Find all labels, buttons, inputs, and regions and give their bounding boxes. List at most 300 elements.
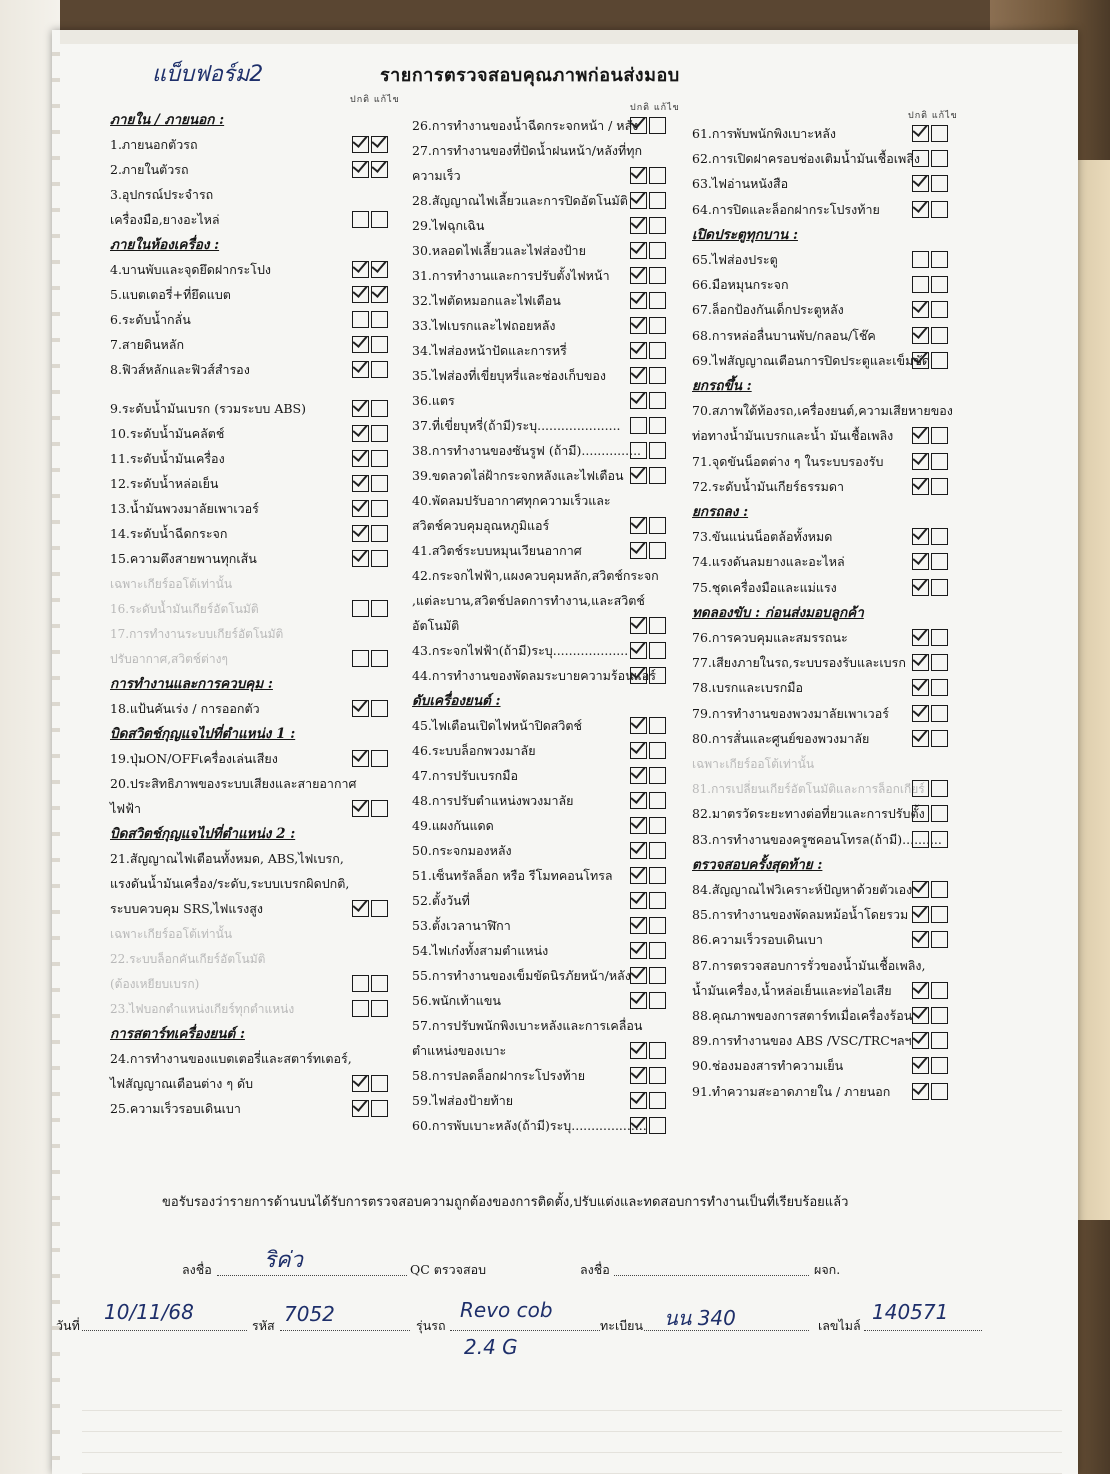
- checkbox-fixed[interactable]: [931, 528, 948, 545]
- col1-item-label: 1.ภายนอกตัวรถ: [110, 137, 198, 152]
- checkbox-normal[interactable]: [912, 579, 929, 596]
- col3-checkbox-pair: [912, 629, 950, 647]
- checkbox-fixed[interactable]: [931, 125, 948, 142]
- col2-checkbox-pair: [630, 342, 668, 360]
- checkbox-normal[interactable]: [912, 679, 929, 696]
- checkbox-fixed[interactable]: [371, 211, 388, 228]
- checkbox-normal[interactable]: [630, 867, 647, 884]
- col3-item-label: 69.ไฟสัญญาณเตือนการปิดประตูและเข็มขัด: [692, 352, 930, 368]
- model-sub-value: 2.4 G: [464, 1335, 518, 1359]
- checkbox-normal[interactable]: [352, 161, 369, 178]
- checkbox-fixed[interactable]: [371, 900, 388, 917]
- signature-1-handwriting: ริค่ว: [264, 1248, 303, 1273]
- col2-checkbox-pair: [630, 842, 668, 860]
- col1-checkbox-pair: [352, 525, 390, 543]
- checkbox-normal[interactable]: [352, 975, 369, 992]
- checkbox-fixed[interactable]: [371, 400, 388, 417]
- checkbox-normal[interactable]: [912, 629, 929, 646]
- checkbox-fixed[interactable]: [371, 650, 388, 667]
- col3-checkbox-pair: [912, 125, 950, 143]
- col1-checkbox-pair: [352, 975, 390, 993]
- col3-checkbox-pair: [912, 906, 950, 924]
- checkbox-fixed[interactable]: [931, 654, 948, 671]
- col2-item-label: 42.กระจกไฟฟ้า,แผงควบคุมหลัก,สวิตช์กระจก: [412, 568, 659, 583]
- col2-item-label: 32.ไฟตัดหมอกและไฟเตือน: [412, 293, 561, 308]
- checkbox-fixed[interactable]: [649, 867, 666, 884]
- col3-item-label: 88.คุณภาพของการสตาร์ทเมื่อเครื่องร้อน: [692, 1008, 913, 1023]
- checkbox-normal[interactable]: [352, 550, 369, 567]
- checkbox-normal[interactable]: [912, 553, 929, 570]
- checkbox-normal[interactable]: [630, 517, 647, 534]
- col1-item-label: ไฟฟ้า: [110, 800, 142, 816]
- col2-item-label: 60.การพับเบาะหลัง(ถ้ามี)ระบุ...................: [412, 1118, 647, 1133]
- checkbox-normal[interactable]: [912, 276, 929, 293]
- checkbox-normal[interactable]: [352, 136, 369, 153]
- checkbox-fixed[interactable]: [649, 317, 666, 334]
- checkbox-normal[interactable]: [630, 242, 647, 259]
- column-header-3: ปกติ แก้ไข: [908, 111, 958, 121]
- checkbox-normal[interactable]: [630, 717, 647, 734]
- col3-checkbox-pair: [912, 730, 950, 748]
- checkbox-fixed[interactable]: [931, 251, 948, 268]
- checkbox-normal[interactable]: [630, 417, 647, 434]
- checkbox-normal[interactable]: [912, 453, 929, 470]
- checkbox-fixed[interactable]: [371, 550, 388, 567]
- col1-checkbox-pair: [352, 400, 390, 418]
- col3-section-heading: เปิดประตูทุกบาน :: [692, 226, 798, 243]
- checkbox-fixed[interactable]: [931, 579, 948, 596]
- checkbox-fixed[interactable]: [649, 767, 666, 784]
- checkbox-fixed[interactable]: [371, 286, 388, 303]
- checkbox-normal[interactable]: [352, 600, 369, 617]
- checkbox-fixed[interactable]: [371, 800, 388, 817]
- checkbox-fixed[interactable]: [931, 327, 948, 344]
- checkbox-normal[interactable]: [630, 617, 647, 634]
- checkbox-fixed[interactable]: [371, 261, 388, 278]
- checkbox-fixed[interactable]: [649, 217, 666, 234]
- checkbox-normal[interactable]: [352, 450, 369, 467]
- col1-item-label: เฉพาะเกียร์ออโต้เท่านั้น: [110, 576, 233, 591]
- checkbox-normal[interactable]: [630, 392, 647, 409]
- code-line[interactable]: [280, 1330, 410, 1331]
- checkbox-normal[interactable]: [912, 730, 929, 747]
- checkbox-normal[interactable]: [352, 800, 369, 817]
- checkbox-fixed[interactable]: [371, 336, 388, 353]
- col3-checkbox-pair: [912, 150, 950, 168]
- checkbox-normal[interactable]: [912, 201, 929, 218]
- checkbox-normal[interactable]: [352, 475, 369, 492]
- checkbox-normal[interactable]: [912, 478, 929, 495]
- col3-checkbox-pair: [912, 982, 950, 1000]
- checkbox-fixed[interactable]: [371, 136, 388, 153]
- checkbox-fixed[interactable]: [649, 442, 666, 459]
- col2-item-label: 52.ตั้งวันที่: [412, 893, 470, 908]
- col2-checkbox-pair: [630, 467, 668, 485]
- col3-checkbox-pair: [912, 881, 950, 899]
- checkbox-fixed[interactable]: [931, 150, 948, 167]
- col3-item-label: 81.การเปลี่ยนเกียร์อัตโนมัติและการล็อกเกียร์: [692, 782, 925, 797]
- checkbox-fixed[interactable]: [649, 467, 666, 484]
- col2-checkbox-pair: [630, 992, 668, 1010]
- checkbox-fixed[interactable]: [931, 301, 948, 318]
- checkbox-normal[interactable]: [352, 425, 369, 442]
- checkbox-normal[interactable]: [352, 650, 369, 667]
- checkbox-normal[interactable]: [630, 292, 647, 309]
- checkbox-fixed[interactable]: [649, 617, 666, 634]
- col1-item-label: 10.ระดับน้ำมันคลัตช์: [110, 425, 225, 441]
- checkbox-fixed[interactable]: [649, 267, 666, 284]
- checkbox-fixed[interactable]: [649, 417, 666, 434]
- checkbox-fixed[interactable]: [371, 1100, 388, 1117]
- checkbox-fixed[interactable]: [371, 425, 388, 442]
- checkbox-fixed[interactable]: [371, 311, 388, 328]
- checkbox-fixed[interactable]: [931, 276, 948, 293]
- col2-item-label: 55.การทำงานของเข็มขัดนิรภัยหน้า/หลัง: [412, 968, 631, 983]
- checkbox-normal[interactable]: [630, 642, 647, 659]
- col2-checkbox-pair: [630, 542, 668, 560]
- col1-checkbox-pair: [352, 136, 390, 154]
- checkbox-normal[interactable]: [352, 361, 369, 378]
- col3-item-label: 75.ชุดเครื่องมือและแม่แรง: [692, 579, 837, 595]
- col3-checkbox-pair: [912, 276, 950, 294]
- col2-item-label: ตำแหน่งของเบาะ: [412, 1043, 507, 1058]
- checkbox-normal[interactable]: [630, 842, 647, 859]
- col1-checkbox-pair: [352, 161, 390, 179]
- checkbox-normal[interactable]: [630, 192, 647, 209]
- checkbox-normal[interactable]: [352, 261, 369, 278]
- col3-item-label: 74.แรงดันลมยางและอะไหล่: [692, 554, 845, 570]
- col3-checkbox-pair: [912, 553, 950, 571]
- checkbox-fixed[interactable]: [931, 780, 948, 797]
- col3-checkbox-pair: [912, 175, 950, 193]
- checkbox-fixed[interactable]: [371, 525, 388, 542]
- checkbox-normal[interactable]: [352, 500, 369, 517]
- checkbox-normal[interactable]: [630, 892, 647, 909]
- checkbox-normal[interactable]: [630, 342, 647, 359]
- checkbox-normal[interactable]: [630, 967, 647, 984]
- mileage-line[interactable]: [864, 1330, 982, 1331]
- signature-1-line[interactable]: [217, 1275, 407, 1276]
- col2-checkbox-pair: [630, 392, 668, 410]
- checkbox-fixed[interactable]: [649, 117, 666, 134]
- checkbox-fixed[interactable]: [649, 1042, 666, 1059]
- checkbox-fixed[interactable]: [649, 917, 666, 934]
- col2-checkbox-pair: [630, 892, 668, 910]
- date-line[interactable]: [82, 1330, 247, 1331]
- col1-checkbox-pair: [352, 700, 390, 718]
- col1-checkbox-pair: [352, 361, 390, 379]
- col3-checkbox-pair: [912, 1007, 950, 1025]
- col1-item-label: 7.สายดินหลัก: [110, 337, 185, 352]
- checkbox-normal[interactable]: [352, 286, 369, 303]
- checkbox-fixed[interactable]: [649, 817, 666, 834]
- checkbox-normal[interactable]: [630, 992, 647, 1009]
- checkbox-normal[interactable]: [630, 542, 647, 559]
- checkbox-normal[interactable]: [912, 352, 929, 369]
- col1-item-label: 13.น้ำมันพวงมาลัยเพาเวอร์: [110, 500, 259, 516]
- checkbox-fixed[interactable]: [371, 361, 388, 378]
- checkbox-fixed[interactable]: [931, 453, 948, 470]
- checkbox-normal[interactable]: [352, 1075, 369, 1092]
- checkbox-fixed[interactable]: [931, 705, 948, 722]
- checkbox-fixed[interactable]: [931, 1032, 948, 1049]
- checkbox-normal[interactable]: [912, 780, 929, 797]
- checkbox-normal[interactable]: [912, 528, 929, 545]
- checkbox-normal[interactable]: [912, 931, 929, 948]
- col2-checkbox-pair: [630, 617, 668, 635]
- checkbox-normal[interactable]: [352, 700, 369, 717]
- col3-section-heading: ยกรถขึ้น :: [692, 378, 752, 394]
- checkbox-normal[interactable]: [912, 125, 929, 142]
- checkbox-fixed[interactable]: [931, 881, 948, 898]
- checkbox-normal[interactable]: [912, 301, 929, 318]
- checkbox-fixed[interactable]: [649, 667, 666, 684]
- col1-checkbox-pair: [352, 475, 390, 493]
- checkbox-normal[interactable]: [630, 792, 647, 809]
- checkbox-normal[interactable]: [630, 667, 647, 684]
- checkbox-normal[interactable]: [630, 1067, 647, 1084]
- signature-1-label: ลงชื่อ: [182, 1262, 212, 1277]
- col2-checkbox-pair: [630, 517, 668, 535]
- checkbox-fixed[interactable]: [931, 1083, 948, 1100]
- checkbox-fixed[interactable]: [931, 427, 948, 444]
- col1-item-label: 11.ระดับน้ำมันเครื่อง: [110, 450, 225, 466]
- col2-checkbox-pair: [630, 367, 668, 385]
- col2-item-label: 33.ไฟเบรกและไฟถอยหลัง: [412, 318, 556, 333]
- checkbox-fixed[interactable]: [371, 975, 388, 992]
- checkbox-normal[interactable]: [630, 767, 647, 784]
- checkbox-fixed[interactable]: [649, 1067, 666, 1084]
- col1-item-label: 22.ระบบล็อกคันเกียร์อัตโนมัติ: [110, 951, 266, 966]
- checkbox-normal[interactable]: [630, 442, 647, 459]
- checkbox-fixed[interactable]: [371, 600, 388, 617]
- checkbox-fixed[interactable]: [649, 742, 666, 759]
- checkbox-normal[interactable]: [630, 467, 647, 484]
- col3-checkbox-pair: [912, 478, 950, 496]
- checkbox-fixed[interactable]: [649, 992, 666, 1009]
- col1-section-heading: บิดสวิตช์กุญแจไปที่ตำแหน่ง 2 :: [110, 825, 296, 842]
- checkbox-normal[interactable]: [630, 942, 647, 959]
- col3-checkbox-pair: [912, 780, 950, 798]
- checkbox-fixed[interactable]: [649, 642, 666, 659]
- checkbox-normal[interactable]: [912, 427, 929, 444]
- col3-item-label: 71.จุดขันน็อตต่าง ๆ ในระบบรองรับ: [692, 453, 884, 469]
- col3-checkbox-pair: [912, 705, 950, 723]
- checkbox-normal[interactable]: [352, 750, 369, 767]
- signature-2-label: ลงชื่อ: [580, 1262, 610, 1277]
- checkbox-normal[interactable]: [630, 167, 647, 184]
- checkbox-fixed[interactable]: [371, 1000, 388, 1017]
- checkbox-normal[interactable]: [352, 1000, 369, 1017]
- checkbox-fixed[interactable]: [649, 967, 666, 984]
- checkbox-fixed[interactable]: [371, 475, 388, 492]
- col2-item-label: 46.ระบบล็อกพวงมาลัย: [412, 743, 536, 758]
- checkbox-fixed[interactable]: [931, 906, 948, 923]
- checkbox-fixed[interactable]: [371, 700, 388, 717]
- checkbox-normal[interactable]: [352, 311, 369, 328]
- checkbox-normal[interactable]: [912, 150, 929, 167]
- col2-item-label: 47.การปรับเบรกมือ: [412, 768, 518, 783]
- col1-checkbox-pair: [352, 261, 390, 279]
- col1-checkbox-pair: [352, 750, 390, 768]
- col2-checkbox-pair: [630, 792, 668, 810]
- col1-item-label: (ต้องเหยียบเบรก): [110, 976, 200, 991]
- code-label: รหัส: [252, 1318, 275, 1333]
- col2-item-label: สวิตช์ควบคุมอุณหภูมิแอร์: [412, 518, 550, 533]
- model-label: รุ่นรถ: [416, 1318, 446, 1333]
- desk-surface-left: [0, 0, 60, 1474]
- checkbox-fixed[interactable]: [931, 1057, 948, 1074]
- checkbox-normal[interactable]: [630, 217, 647, 234]
- col3-item-label: 87.การตรวจสอบการรั่วของน้ำมันเชื้อเพลิง,: [692, 957, 926, 973]
- checkbox-fixed[interactable]: [649, 342, 666, 359]
- col3-item-label: 84.สัญญาณไฟวิเคราะห์ปัญหาด้วยตัวเอง: [692, 882, 913, 897]
- checkbox-normal[interactable]: [630, 917, 647, 934]
- checkbox-normal[interactable]: [352, 211, 369, 228]
- inspection-sheet: [52, 30, 1078, 1474]
- checkbox-fixed[interactable]: [931, 175, 948, 192]
- col3-checkbox-pair: [912, 831, 950, 849]
- col2-item-label: 34.ไฟส่องหน้าปัดและการหรี่: [412, 343, 567, 358]
- checkbox-normal[interactable]: [630, 117, 647, 134]
- checkbox-fixed[interactable]: [931, 982, 948, 999]
- checkbox-fixed[interactable]: [649, 292, 666, 309]
- col3-item-label: 79.การทำงานของพวงมาลัยเพาเวอร์: [692, 705, 889, 721]
- checkbox-fixed[interactable]: [931, 831, 948, 848]
- plate-value: นน 340: [664, 1306, 736, 1330]
- checkbox-normal[interactable]: [912, 327, 929, 344]
- signature-2-line[interactable]: [614, 1275, 809, 1276]
- checkbox-fixed[interactable]: [931, 1007, 948, 1024]
- checkbox-fixed[interactable]: [649, 792, 666, 809]
- bottom-ruled-area: [82, 1390, 1062, 1474]
- col3-section-heading: ตรวจสอบครั้งสุดท้าย :: [692, 856, 823, 873]
- col3-item-label: 76.การควบคุมและสมรรถนะ: [692, 630, 848, 645]
- checkbox-fixed[interactable]: [649, 1117, 666, 1134]
- checkbox-normal[interactable]: [912, 175, 929, 192]
- checkbox-normal[interactable]: [912, 906, 929, 923]
- checkbox-fixed[interactable]: [931, 201, 948, 218]
- checkbox-fixed[interactable]: [931, 931, 948, 948]
- col2-item-label: 36.แตร: [412, 393, 455, 408]
- checkbox-fixed[interactable]: [931, 679, 948, 696]
- checkbox-fixed[interactable]: [371, 1075, 388, 1092]
- checkbox-fixed[interactable]: [649, 892, 666, 909]
- checkbox-normal[interactable]: [352, 1100, 369, 1117]
- col1-checkbox-pair: [352, 500, 390, 518]
- col2-item-label: อัตโนมัติ: [412, 618, 460, 633]
- checkbox-fixed[interactable]: [931, 730, 948, 747]
- col3-checkbox-pair: [912, 352, 950, 370]
- checkbox-normal[interactable]: [912, 881, 929, 898]
- checkbox-fixed[interactable]: [649, 192, 666, 209]
- checkbox-normal[interactable]: [630, 317, 647, 334]
- col3-checkbox-pair: [912, 1083, 950, 1101]
- checkbox-normal[interactable]: [630, 1117, 647, 1134]
- col2-checkbox-pair: [630, 417, 668, 435]
- checkbox-fixed[interactable]: [371, 750, 388, 767]
- checkbox-fixed[interactable]: [649, 942, 666, 959]
- checkbox-normal[interactable]: [912, 982, 929, 999]
- col1-item-label: 6.ระดับน้ำกลั่น: [110, 312, 191, 327]
- col2-item-label: 40.พัดลมปรับอากาศทุกความเร็วและ: [412, 493, 611, 508]
- checkbox-fixed[interactable]: [649, 717, 666, 734]
- col3-item-label: 62.การเปิดฝาครอบช่องเติมน้ำมันเชื้อเพลิง: [692, 151, 920, 167]
- checkbox-fixed[interactable]: [649, 542, 666, 559]
- model-line[interactable]: [450, 1330, 600, 1331]
- col1-item-label: 17.การทำงานระบบเกียร์อัตโนมัติ: [110, 626, 284, 641]
- checkbox-normal[interactable]: [912, 1032, 929, 1049]
- checkbox-fixed[interactable]: [371, 500, 388, 517]
- checkbox-fixed[interactable]: [649, 517, 666, 534]
- col2-item-label: 43.กระจกไฟฟ้า(ถ้ามี)ระบุ...................: [412, 643, 629, 658]
- col2-checkbox-pair: [630, 867, 668, 885]
- col2-item-label: 53.ตั้งเวลานาฬิกา: [412, 918, 511, 933]
- checkbox-fixed[interactable]: [371, 450, 388, 467]
- col2-item-label: 57.การปรับพนักพิงเบาะหลังและการเคลื่อน: [412, 1018, 643, 1033]
- col2-checkbox-pair: [630, 917, 668, 935]
- column-header-1: ปกติ แก้ไข: [350, 95, 400, 105]
- col1-item-label: แรงดันน้ำมันเครื่อง/ระดับ,ระบบเบรกผิดปกติ,: [110, 875, 350, 891]
- checkbox-normal[interactable]: [630, 1092, 647, 1109]
- checkbox-fixed[interactable]: [649, 1092, 666, 1109]
- checkbox-normal[interactable]: [912, 251, 929, 268]
- col3-item-label: 77.เสียงภายในรถ,ระบบรองรับและเบรก: [692, 655, 906, 671]
- checkbox-fixed[interactable]: [649, 167, 666, 184]
- checkbox-normal[interactable]: [630, 267, 647, 284]
- checkbox-normal[interactable]: [912, 1057, 929, 1074]
- col2-checkbox-pair: [630, 1042, 668, 1060]
- checkbox-fixed[interactable]: [931, 478, 948, 495]
- checkbox-fixed[interactable]: [649, 242, 666, 259]
- checkbox-fixed[interactable]: [371, 161, 388, 178]
- checkbox-fixed[interactable]: [649, 842, 666, 859]
- col1-checkbox-pair: [352, 336, 390, 354]
- checkbox-normal[interactable]: [352, 900, 369, 917]
- checkbox-fixed[interactable]: [931, 629, 948, 646]
- checkbox-normal[interactable]: [352, 525, 369, 542]
- col1-checkbox-pair: [352, 311, 390, 329]
- checkbox-normal[interactable]: [912, 1083, 929, 1100]
- checkbox-normal[interactable]: [352, 400, 369, 417]
- checkbox-normal[interactable]: [912, 654, 929, 671]
- checkbox-normal[interactable]: [912, 831, 929, 848]
- checkbox-normal[interactable]: [630, 817, 647, 834]
- col2-item-label: 31.การทำงานและการปรับตั้งไฟหน้า: [412, 268, 610, 283]
- checkbox-normal[interactable]: [912, 705, 929, 722]
- checkbox-fixed[interactable]: [649, 367, 666, 384]
- checkbox-normal[interactable]: [912, 805, 929, 822]
- col2-checkbox-pair: [630, 442, 668, 460]
- checkbox-normal[interactable]: [630, 367, 647, 384]
- col1-item-label: 3.อุปกรณ์ประจำรถ: [110, 187, 214, 202]
- checkbox-normal[interactable]: [352, 336, 369, 353]
- col1-item-label: 25.ความเร็วรอบเดินเบา: [110, 1100, 241, 1116]
- checkbox-fixed[interactable]: [931, 352, 948, 369]
- col3-checkbox-pair: [912, 1032, 950, 1050]
- checkbox-fixed[interactable]: [931, 553, 948, 570]
- checkbox-fixed[interactable]: [649, 392, 666, 409]
- col3-item-label: 61.การพับพนักพิงเบาะหลัง: [692, 126, 836, 141]
- col3-checkbox-pair: [912, 528, 950, 546]
- checkbox-normal[interactable]: [912, 1007, 929, 1024]
- col3-item-label: 73.ขันแน่นน็อตล้อทั้งหมด: [692, 529, 833, 545]
- checkbox-normal[interactable]: [630, 1042, 647, 1059]
- col2-item-label: 30.หลอดไฟเลี้ยวและไฟส่องป้าย: [412, 243, 586, 258]
- checkbox-normal[interactable]: [630, 742, 647, 759]
- col3-item-label: 90.ช่องมองสารทำความเย็น: [692, 1058, 844, 1074]
- checkbox-fixed[interactable]: [931, 805, 948, 822]
